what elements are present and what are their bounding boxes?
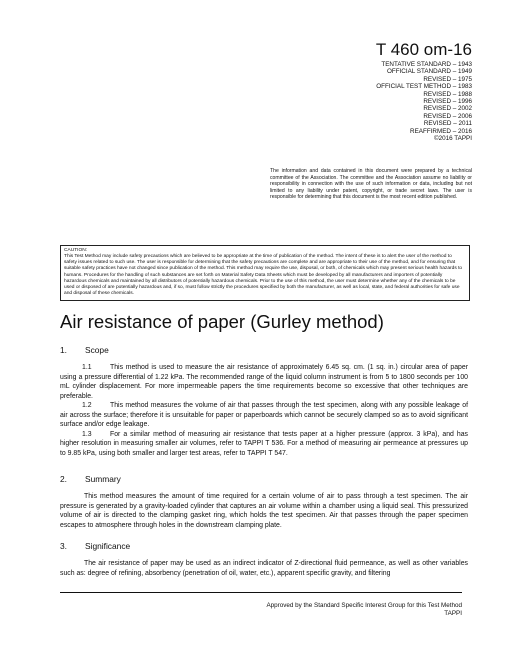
copyright-line: ©2016 TAPPI	[433, 135, 472, 143]
section-summary	[60, 474, 468, 530]
revision-history	[272, 61, 472, 142]
document-title: Air resistance of paper (Gurley method)	[60, 311, 384, 332]
paragraph-text: This method measures the volume of air that passes through the test specimen, along with any possible leakage of air across the surface; therefore it is unsuitable for paper or paperboards which cannot be securely clamped so as to avoid significant surface and/or edge leakage.	[60, 402, 468, 428]
paragraph-1-3	[60, 430, 468, 459]
history-line: OFFICIAL TEST METHOD – 1983	[376, 83, 472, 91]
paragraph-1-2	[60, 401, 468, 430]
history-line: REVISED – 1988	[423, 90, 472, 98]
caution-label: CAUTION:	[64, 248, 88, 253]
footer-approval: Approved by the Standard Specific Interest Group for this Test Method	[266, 602, 462, 609]
standard-header	[272, 40, 472, 142]
history-line: REVISED – 2011	[423, 120, 472, 128]
summary-paragraph: This method measures the amount of time required for a certain volume of air to pass through a test specimen. The air pressure is generated by a gravity-loaded cylinder that captures an air volume within a chamber using a liquid seal. This pressurized volume of air is directed to the clamping gasket ring, which holds the test specimen. Air that passes through the paper specimen escapes to atmosphere through holes in the downstream clamping plate.	[60, 493, 468, 529]
history-line: OFFICIAL STANDARD – 1949	[386, 68, 472, 76]
history-line: TENTATIVE STANDARD – 1943	[381, 61, 472, 68]
section-number: 2.	[60, 474, 67, 484]
section-title: Scope	[85, 345, 109, 355]
page-footer	[202, 602, 462, 617]
footer-divider	[60, 592, 462, 593]
history-line: REVISED – 2002	[423, 105, 472, 113]
paragraph-text: This method is used to measure the air resistance of approximately 6.45 sq. cm. (1 sq. in.) circular area of paper using a pressure differential of 1.22 kPa. The recommended range of the liquid column instrument is from 5 to 1800 seconds per 100 mL cylinder displacement. For more impermeable papers the time requirements become so excessive that other techniques are preferable.	[60, 364, 468, 400]
standard-number: T 460 om-16	[375, 40, 472, 59]
history-line: REAFFIRMED – 2016	[410, 127, 472, 135]
paragraph-1-1	[60, 363, 468, 401]
section-title: Summary	[85, 474, 121, 484]
paragraph-number: 1.2	[82, 402, 92, 409]
paragraph-text: For a similar method of measuring air resistance that tests paper at a higher pressure (approx. 3 kPa), and has higher resolution in measuring smaller air volumes, refer to TAPPI T 536. For a method of measuring air permeance at pressures up to 9.85 kPa, using both smaller and larger test areas, refer to TAPPI T 547.	[60, 430, 468, 457]
history-line: REVISED – 2006	[423, 112, 472, 120]
section-heading	[60, 541, 468, 551]
paragraph-number: 1.1	[82, 364, 92, 371]
section-number: 1.	[60, 345, 67, 355]
section-scope	[60, 345, 468, 458]
section-number: 3.	[60, 541, 67, 551]
section-title: Significance	[85, 541, 131, 551]
section-heading	[60, 345, 468, 355]
section-heading	[60, 474, 468, 484]
paragraph-number: 1.3	[82, 430, 92, 438]
footer-org: TAPPI	[444, 609, 462, 617]
history-line: REVISED – 1996	[423, 98, 472, 106]
history-line: REVISED – 1975	[423, 75, 472, 83]
caution-box	[60, 245, 470, 301]
liability-disclaimer: The information and data contained in this document were prepared by a technical committee of the Association. The committee and the Association assume no liability or responsibility in connection with the use of such information or data, including but not limited to any liability under patent, copyright, or trade secret laws. The user is responsible for determining that this document is the most recent edition published.	[270, 168, 472, 200]
significance-paragraph: The air resistance of paper may be used as an indirect indicator of Z-directional fluid permeance, as well as other variables such as: degree of refining, absorbency (penetration of oil, water, etc.), apparent specific gravity, and filtering	[60, 560, 468, 577]
caution-text: This Test Method may include safety precautions which are believed to be appropriate at the time of publication of the method. The intent of these is to alert the user of the method to safety issues related to such use. The user is responsible for determining that the safety precautions are complete and are appropriate to their use of the method, and for ensuring that suitable safety practices have not changed since publication of the method. This method may require the use, disposal, or both, of chemicals which may present serious health hazards to humans. Procedures for the handling of such substances are set forth on Material Safety Data Sheets which must be developed by all manufacturers and importers of potentially hazardous chemicals and maintained by all distributors of potentially hazardous chemicals. Prior to the use of this method, the user must determine whether any of the chemicals to be used or disposed of are potentially hazardous and, if so, must follow strictly the procedures specified by both the manufacturer, as well as local, state, and federal authorities for safe use and disposal of these chemicals.	[64, 254, 463, 297]
section-significance	[60, 541, 468, 578]
